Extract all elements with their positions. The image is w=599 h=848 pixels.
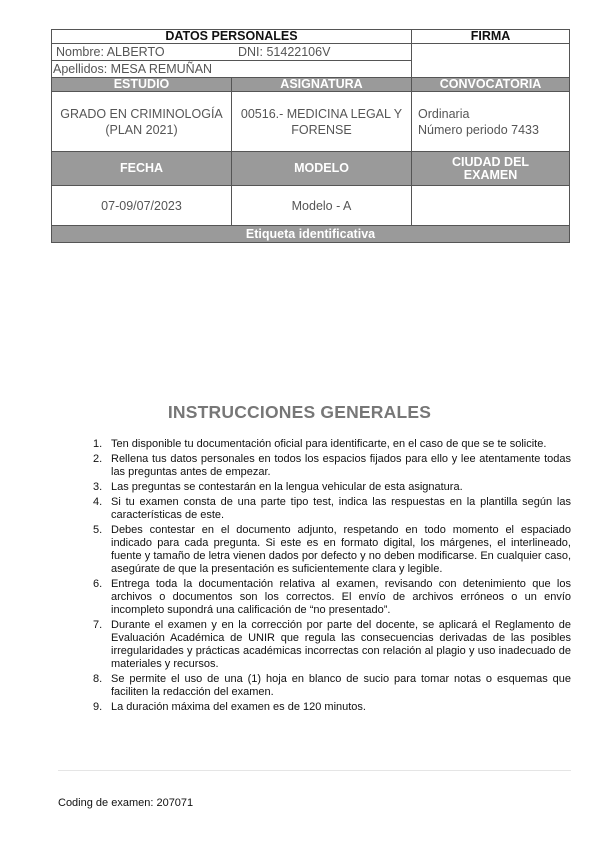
nombre-field: Nombre: ALBERTO — [56, 44, 165, 59]
apellidos-field: Apellidos: MESA REMUÑAN — [52, 61, 412, 78]
asignatura-header: ASIGNATURA — [232, 78, 412, 92]
ciudad-header: CIUDAD DEL EXAMEN — [412, 152, 570, 186]
etiqueta-identificativa: Etiqueta identificativa — [52, 226, 570, 243]
instruction-item: 4. Si tu examen consta de una parte tipo test, indica las respuestas en la plantilla según las características de este. — [93, 496, 571, 521]
instruction-item: 1. Ten disponible tu documentación oficial para identificarte, en el caso de que se te solicite. — [93, 438, 547, 450]
personal-data-form — [51, 29, 570, 243]
instruction-item: 5. Debes contestar en el documento adjunto, respetando en todo momento el espaciado indicado para cada pregunta. Si este es en formato digital, los márgenes, el interlineado, fuente y tamaño de letra vienen dados por defecto y no deben modificarse. En cualquier caso, asegúrate de que la presentación es suficientemente clara y legible. — [93, 524, 571, 575]
instruction-item: 7. Durante el examen y en la corrección por parte del docente, se aplicará el Reglamento de Evaluación Académica de UNIR que regula las consecuencias derivadas de las posibles irregularidades y prácticas académicas incorrectas con relación al plagio y uso inadecuado de materiales y recursos. — [93, 619, 571, 670]
fecha-value: 07-09/07/2023 — [52, 186, 232, 226]
modelo-value: Modelo - A — [232, 186, 412, 226]
instruction-item: 8. Se permite el uso de una (1) hoja en blanco de sucio para tomar notas o esquemas que faciliten la redacción del examen. — [93, 673, 571, 698]
firma-header: FIRMA — [412, 30, 570, 44]
fecha-header: FECHA — [52, 152, 232, 186]
divider — [58, 770, 571, 771]
datos-personales-header: DATOS PERSONALES — [52, 30, 412, 44]
instruction-item: 2. Rellena tus datos personales en todos los espacios fijados para ello y lee atentamente todas las preguntas antes de empezar. — [93, 453, 571, 478]
estudio-value: GRADO EN CRIMINOLOGÍA (PLAN 2021) — [52, 92, 232, 152]
ciudad-value[interactable] — [412, 186, 570, 226]
instruction-item: 6. Entrega toda la documentación relativa al examen, revisando con detenimiento que los archivos o documentos son los correctos. El envío de archivos erróneos o un envío incompleto supondrá una calificación de “no presentado”. — [93, 578, 571, 616]
nombre-dni-cell — [52, 44, 412, 61]
instructions-title: INSTRUCCIONES GENERALES — [167, 402, 432, 422]
instructions-list — [91, 438, 571, 716]
convocatoria-value: Ordinaria Número periodo 7433 — [412, 92, 570, 152]
convocatoria-header: CONVOCATORIA — [412, 78, 570, 92]
asignatura-value: 00516.- MEDICINA LEGAL Y FORENSE — [232, 92, 412, 152]
instruction-item: 9. La duración máxima del examen es de 120 minutos. — [93, 701, 366, 713]
instruction-item: 3. Las preguntas se contestarán en la lengua vehicular de esta asignatura. — [93, 481, 463, 493]
firma-cell — [412, 44, 570, 78]
estudio-header: ESTUDIO — [52, 78, 232, 92]
exam-coding: Coding de examen: 207071 — [58, 797, 194, 809]
modelo-header: MODELO — [232, 152, 412, 186]
dni-field: DNI: 51422106V — [238, 44, 331, 59]
